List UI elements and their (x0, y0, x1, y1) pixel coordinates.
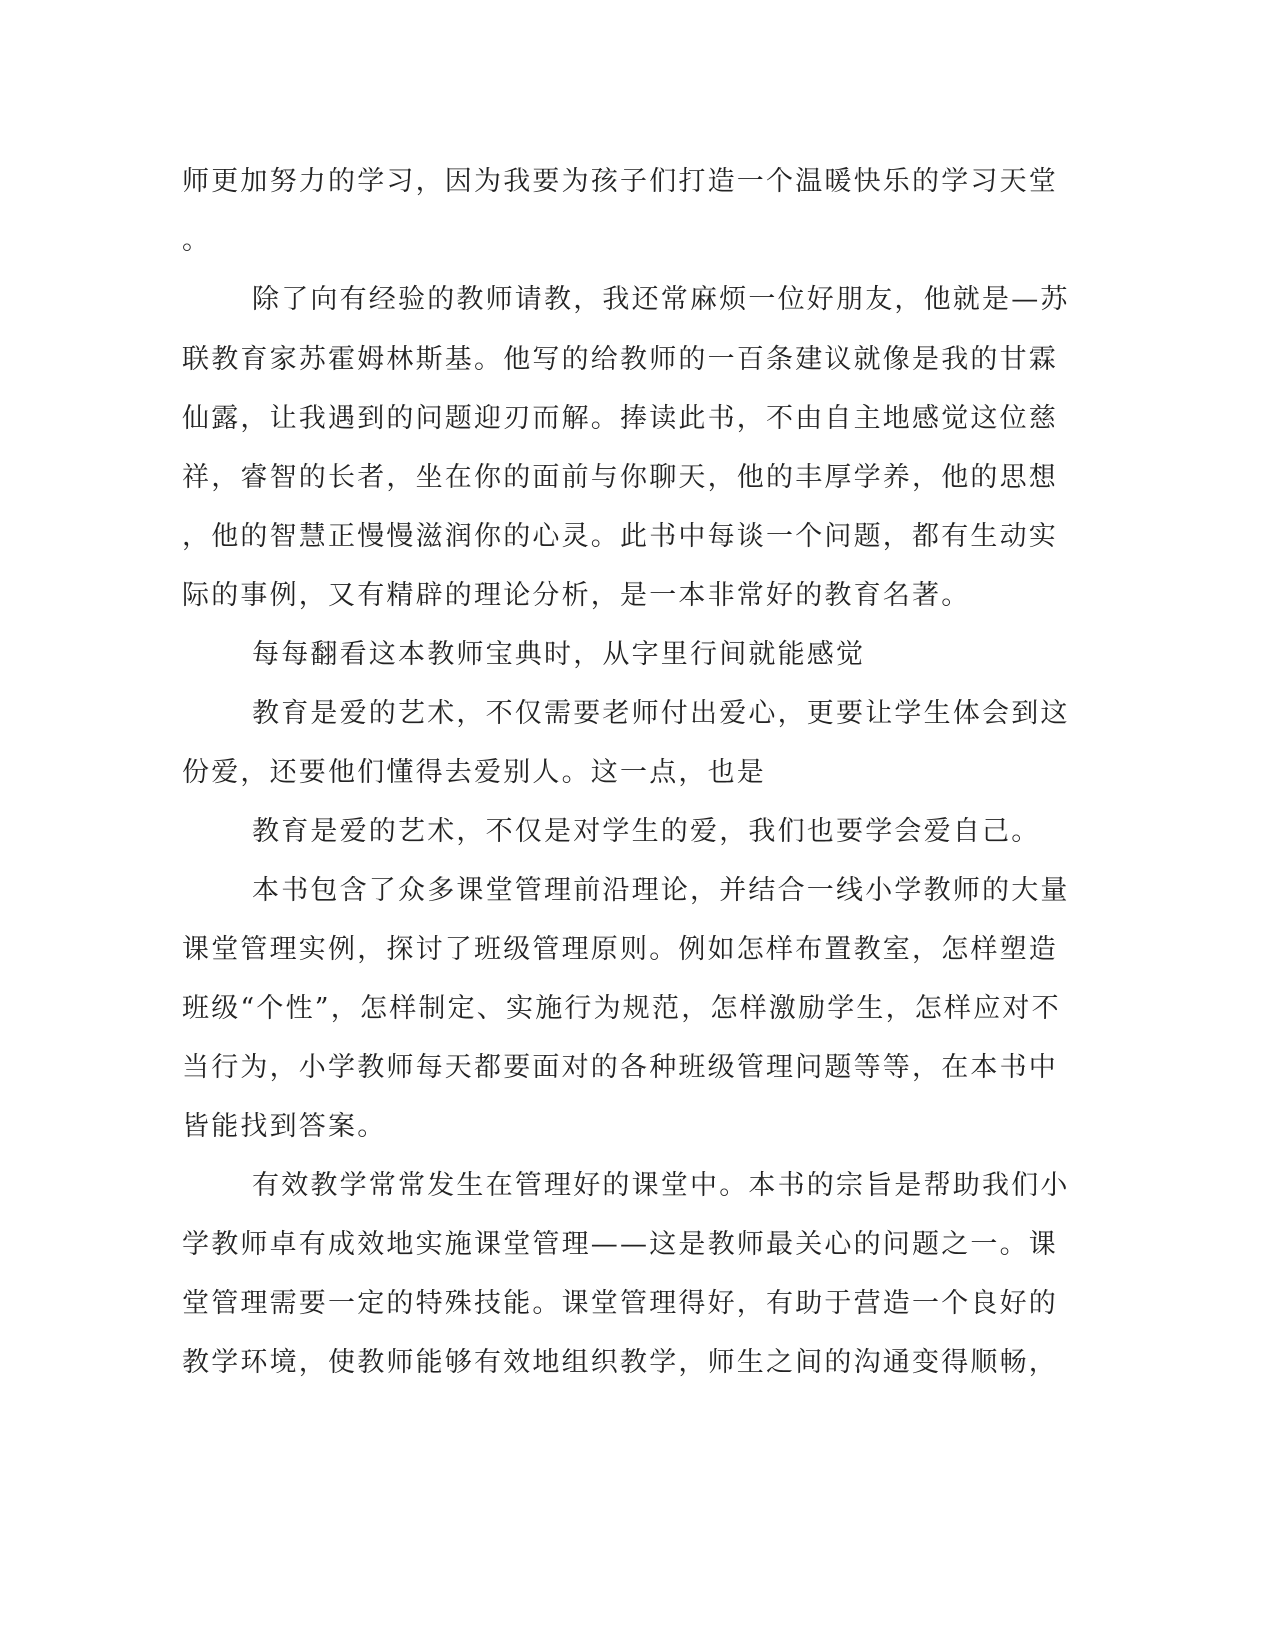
text-line: 。 (182, 225, 212, 256)
text-line: 师更加努力的学习，因为我要为孩子们打造一个温暖快乐的学习天堂 (182, 166, 1058, 197)
paragraph-line: 教育是爱的艺术，不仅需要老师付出爱心，更要让学生体会到这 (252, 698, 1070, 729)
text-line: ，他的智慧正慢慢滋润你的心灵。此书中每谈一个问题，都有生动实 (182, 521, 1058, 552)
text-line: 份爱，还要他们懂得去爱别人。这一点，也是 (182, 757, 766, 788)
text-line: 仙露，让我遇到的问题迎刃而解。捧读此书，不由自主地感觉这位慈 (182, 403, 1058, 434)
paragraph-line: 教育是爱的艺术，不仅是对学生的爱，我们也要学会爱自己。 (252, 816, 1041, 847)
paragraph-line: 本书包含了众多课堂管理前沿理论，并结合一线小学教师的大量 (252, 875, 1070, 906)
text-line: 当行为，小学教师每天都要面对的各种班级管理问题等等，在本书中 (182, 1052, 1058, 1083)
text-line: 皆能找到答案。 (182, 1111, 387, 1142)
paragraph-line: 有效教学常常发生在管理好的课堂中。本书的宗旨是帮助我们小 (252, 1170, 1070, 1201)
text-line: 祥，睿智的长者，坐在你的面前与你聊天，他的丰厚学养，他的思想 (182, 462, 1058, 493)
paragraph-line: 除了向有经验的教师请教，我还常麻烦一位好朋友，他就是—苏 (252, 284, 1070, 315)
text-line: 堂管理需要一定的特殊技能。课堂管理得好，有助于营造一个良好的 (182, 1288, 1058, 1319)
text-line: 教学环境，使教师能够有效地组织教学，师生之间的沟通变得顺畅， (182, 1347, 1058, 1378)
text-line: 联教育家苏霍姆林斯基。他写的给教师的一百条建议就像是我的甘霖 (182, 344, 1058, 375)
text-line: 际的事例，又有精辟的理论分析，是一本非常好的教育名著。 (182, 580, 971, 611)
text-line: 班级“个性”，怎样制定、实施行为规范，怎样激励学生，怎样应对不 (182, 993, 1061, 1024)
text-line: 课堂管理实例，探讨了班级管理原则。例如怎样布置教室，怎样塑造 (182, 934, 1058, 965)
text-line: 学教师卓有成效地实施课堂管理——这是教师最关心的问题之一。课 (182, 1229, 1058, 1260)
paragraph-line: 每每翻看这本教师宝典时，从字里行间就能感觉 (252, 639, 866, 670)
